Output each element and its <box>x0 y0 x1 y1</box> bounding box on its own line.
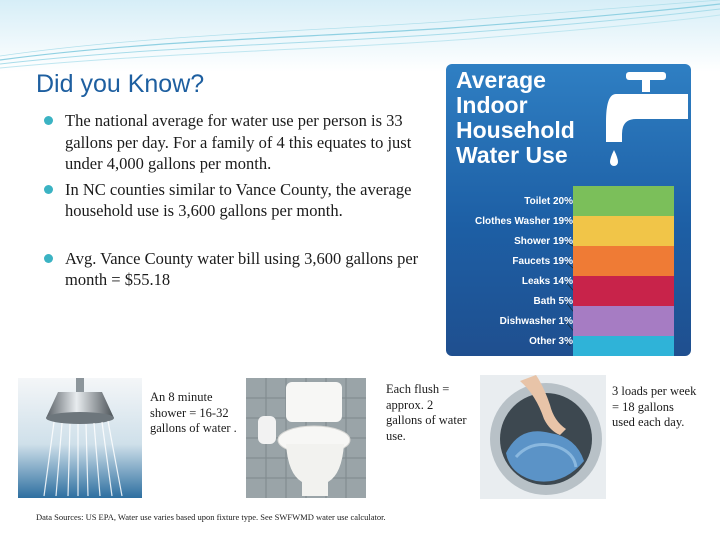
bullet-text: The national average for water use per person is 33 gallons per day. For a family of 4 this equates to just under 4,000 gallons per month. <box>65 111 412 173</box>
toilet-caption: Each flush = approx. 2 gallons of water use. <box>386 382 467 443</box>
usage-band <box>573 336 674 356</box>
infographic-title-line: Household <box>456 117 575 143</box>
usage-label: Other 3% <box>529 336 573 347</box>
infographic-title-line: Water Use <box>456 142 568 168</box>
data-sources-footer: Data Sources: US EPA, Water use varies based upon fixture type. See SWFWMD water use calculator. <box>36 512 386 522</box>
usage-band <box>573 306 674 336</box>
usage-label: Toilet 20% <box>524 196 573 207</box>
bullet-dot-icon <box>44 185 53 194</box>
usage-label: Leaks 14% <box>521 276 573 287</box>
infographic-title <box>456 68 596 168</box>
decorative-wave-banner <box>0 0 720 72</box>
bullet-list <box>44 110 434 295</box>
usage-label: Bath 5% <box>533 296 573 307</box>
shower-caption: An 8 minute shower = 16-32 gallons of water . <box>150 390 237 435</box>
glass-bars <box>573 186 674 346</box>
usage-band <box>573 216 674 246</box>
bullet-text: Avg. Vance County water bill using 3,600 gallons per month = $55.18 <box>65 248 419 289</box>
usage-label: Shower 19% <box>514 236 573 247</box>
usage-band <box>573 186 674 216</box>
infographic-title-line: Average <box>456 67 546 93</box>
water-use-infographic <box>446 64 691 356</box>
usage-band <box>573 276 674 306</box>
washing-machine-photo <box>480 375 606 499</box>
slide-title: Did you Know? <box>36 70 205 98</box>
usage-label: Dishwasher 1% <box>499 316 573 327</box>
bullet-item <box>44 110 434 175</box>
faucet-icon <box>596 64 691 176</box>
bullet-dot-icon <box>44 254 53 263</box>
washer-caption: 3 loads per week = 18 gallons used each day. <box>612 384 697 429</box>
usage-label: Clothes Washer 19% <box>475 216 573 227</box>
infographic-title-line: Indoor <box>456 92 528 118</box>
shower-head-photo <box>18 378 142 498</box>
usage-label: Faucets 19% <box>512 256 573 267</box>
usage-band <box>573 246 674 276</box>
bullet-dot-icon <box>44 116 53 125</box>
bullet-item <box>44 179 434 222</box>
bullet-text: In NC counties similar to Vance County, the average household use is 3,600 gallons per month. <box>65 179 412 220</box>
bullet-item <box>44 248 434 291</box>
toilet-photo <box>246 378 366 498</box>
